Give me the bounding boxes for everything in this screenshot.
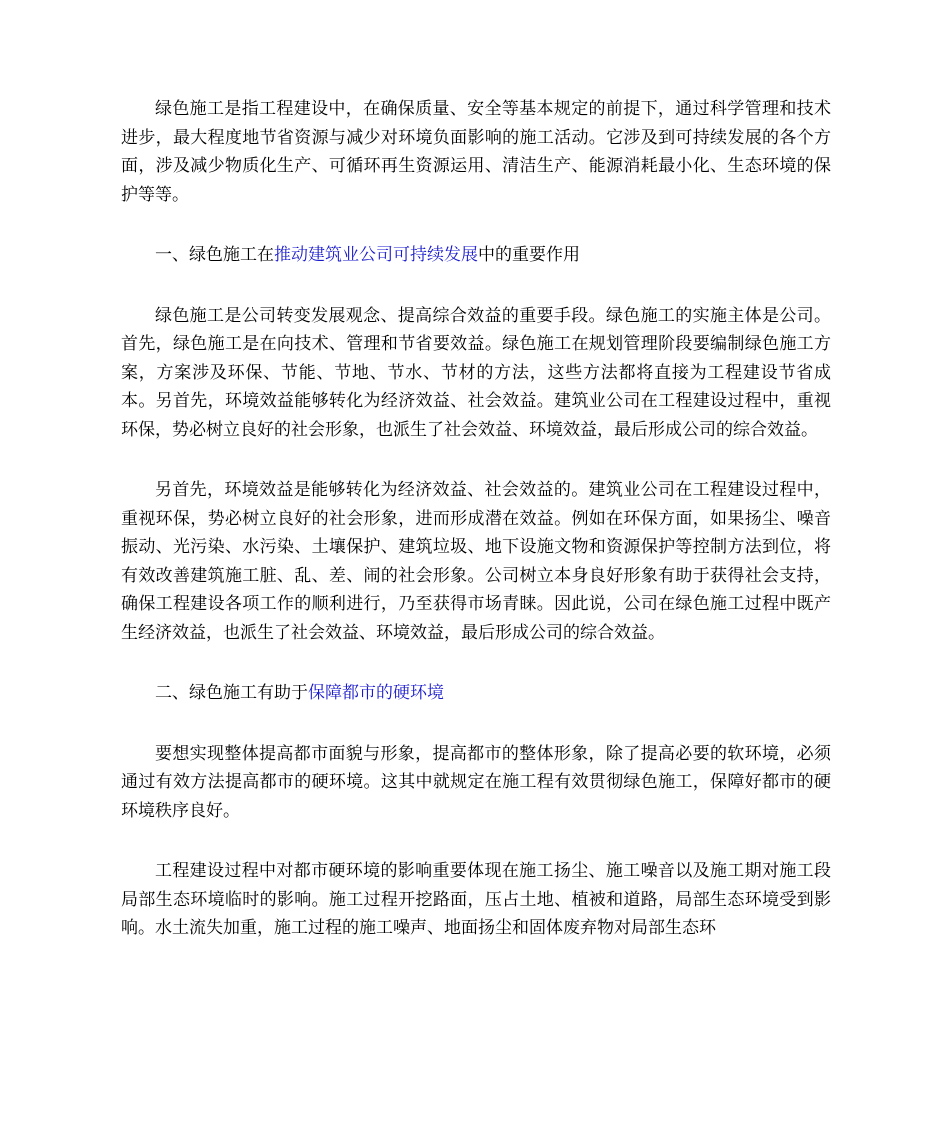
section-heading-2 (121, 679, 831, 708)
heading-1-suffix: 中的重要作用 (478, 245, 580, 265)
heading-1-link[interactable]: 推动建筑业公司可持续发展 (274, 245, 478, 265)
paragraph-section1-b: 另首先，环境效益是能够转化为经济效益、社会效益的。建筑业公司在工程建设过程中，重视环保，势必树立良好的社会形象，进而形成潜在效益。例如在环保方面，如果扬尘、噪音振动、光污染、水污染、土壤保护、建筑垃圾、地下设施文物和资源保护等控制方法到位，将有效改善建筑施工脏、乱、差、闹的社会形象。公司树立本身良好形象有助于获得社会支持，确保工程建设各项工作的顺利进行，乃至获得市场青睐。因此说，公司在绿色施工过程中既产生经济效益，也派生了社会效益、环境效益，最后形成公司的综合效益。 (121, 480, 831, 643)
paragraph-gap (121, 708, 831, 740)
paragraph-section2-b: 工程建设过程中对都市硬环境的影响重要体现在施工扬尘、施工噪音以及施工期对施工段局部生态环境临时的影响。施工过程开挖路面，压占土地、植被和道路，局部生态环境受到影响。水土流失加重，施工过程的施工噪声、地面扬尘和固体废弃物对局部生态环 (121, 861, 831, 938)
section-heading-1 (121, 241, 831, 270)
paragraph-section2-a: 要想实现整体提高都市面貌与形象，提高都市的整体形象，除了提高必要的软环境，必须通过有效方法提高都市的硬环境。这其中就规定在施工程有效贯彻绿色施工，保障好都市的硬环境秩序良好。 (121, 743, 831, 821)
paragraph-gap (121, 444, 831, 476)
heading-2-prefix: 二、绿色施工有助于 (155, 683, 308, 703)
paragraph-section1-a: 绿色施工是公司转变发展观念、提高综合效益的重要手段。绿色施工的实施主体是公司。首先，绿色施工是在向技术、管理和节省要效益。绿色施工在规划管理阶段要编制绿色施工方案，方案涉及环保、节能、节地、节水、节材的方法，这些方法都将直接为工程建设节省成本。另首先，环境效益能够转化为经济效益、社会效益。建筑业公司在工程建设过程中，重视环保，势必树立良好的社会形象，也派生了社会效益、环境效益，最后形成公司的综合效益。 (121, 305, 831, 440)
paragraph-gap (121, 270, 831, 302)
heading-1-prefix: 一、绿色施工在 (155, 245, 274, 265)
paragraph-gap (121, 209, 831, 241)
document-page (121, 95, 831, 943)
paragraph-gap (121, 825, 831, 857)
paragraph-gap (121, 647, 831, 679)
heading-2-link[interactable]: 保障都市的硬环境 (308, 683, 444, 703)
paragraph-intro: 绿色施工是指工程建设中，在确保质量、安全等基本规定的前提下，通过科学管理和技术进步，最大程度地节省资源与减少对环境负面影响的施工活动。它涉及到可持续发展的各个方面，涉及减少物质化生产、可循环再生资源运用、清洁生产、能源消耗最小化、生态环境的保护等等。 (121, 99, 831, 205)
